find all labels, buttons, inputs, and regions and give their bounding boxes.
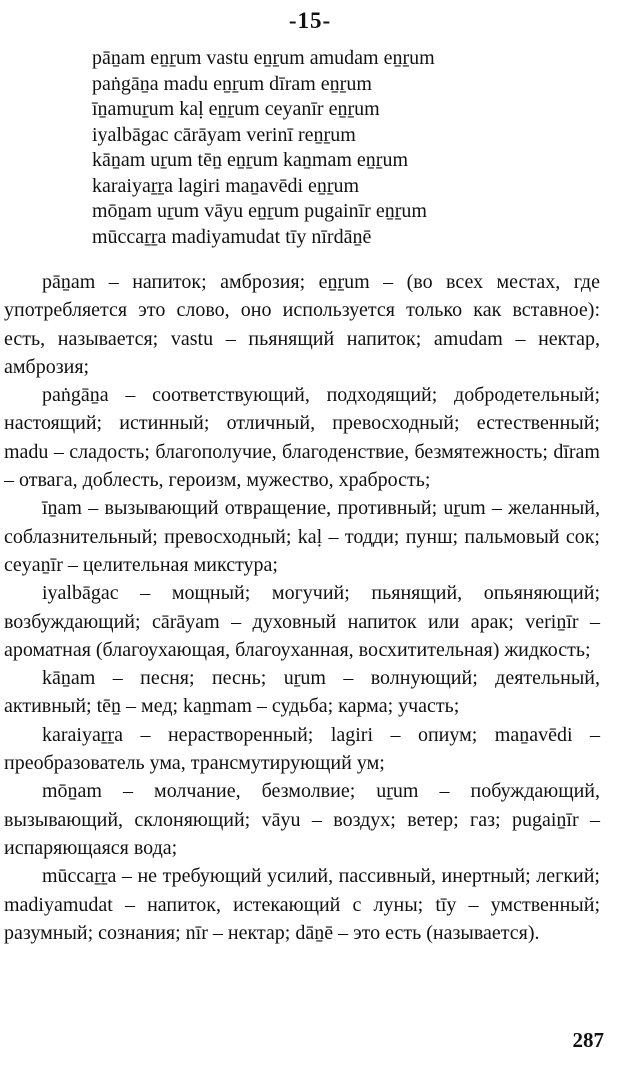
verse-line: mōṉam uṟum vāyu eṉṟum pugainīr eṉṟum (92, 200, 427, 222)
verse-line: paṅgāṉa madu eṉṟum dīram eṉṟum (92, 72, 372, 95)
glossary-paragraph: pāṉam – напиток; амброзия; eṉṟum – (во всех местах, где употребляется это слово, оно используется только как вставное): есть, называется; vastu – пьянящий напиток; amudam – нектар, амброзия; (4, 271, 600, 378)
glossary-block (4, 268, 600, 947)
glossary-paragraph: iyalbāgac – мощный; могучий; пьянящий, опьяняющий; возбуждающий; cārāyam – духовный напиток или арак; veriṉīr – ароматная (благоухающая, благоуханная, восхитительная) жидкость; (4, 582, 600, 661)
glossary-paragraph: kāṉam – песня; песнь; uṟum – волнующий; деятельный, активный; tēṉ – мед; kaṉmam – судьба; карма; участь; (4, 667, 600, 718)
glossary-paragraph: karaiyaṟṟa – нерастворенный; lagiri – опиум; maṉavēdi – преобразователь ума, трансмутирующий ум; (4, 723, 600, 775)
glossary-paragraph: mōṉam – молчание, безмолвие; uṟum – побуждающий, вызывающий, склоняющий; vāyu – воздух; ветер; газ; pugaiṉīr – испаряющаяся вода; (4, 780, 600, 859)
verse-line: kāṉam uṟum tēṉ eṉṟum kaṉmam eṉṟum (92, 149, 409, 171)
glossary-paragraph: paṅgāṉa – соответствующий, подходящий; добродетельный; настоящий; истинный; отличный, превосходный; естественный; madu – сладость; благополучие, благоденствие, безмятежность; dīram – отвага, доблесть, героизм, мужество, храбрость; (4, 384, 600, 492)
section-number: -15- (288, 8, 332, 33)
glossary-paragraph: īṉam – вызывающий отвращение, противный; uṟum – желанный, соблазнительный; превосходный; kaḷ – тодди; пунш; пальмовый сок; ceyaṉīr – целительная микстура; (4, 497, 600, 576)
verse-line: karaiyaṟṟa lagiri maṉavēdi eṉṟum (92, 174, 360, 197)
page-number: 287 (572, 1028, 604, 1052)
verse-block (92, 46, 532, 250)
verse-line: mūccaṟṟa madiyamudat tīy nīrdāṉē (92, 225, 372, 248)
verse-line: iyalbāgac cārāyam verinī reṉṟum (92, 123, 356, 146)
verse-line: īṉamuṟum kaḷ eṉṟum ceyanīr eṉṟum (92, 98, 380, 120)
verse-line: pāṉam eṉṟum vastu eṉṟum amudam eṉṟum (92, 47, 435, 69)
glossary-paragraph: mūccaṟṟa – не требующий усилий, пассивный, инертный; легкий; madiyamudat – напиток, истекающий с луны; tīy – умственный; разумный; сознания; nīr – нектар; dāṉē – это есть (называется). (4, 865, 600, 944)
